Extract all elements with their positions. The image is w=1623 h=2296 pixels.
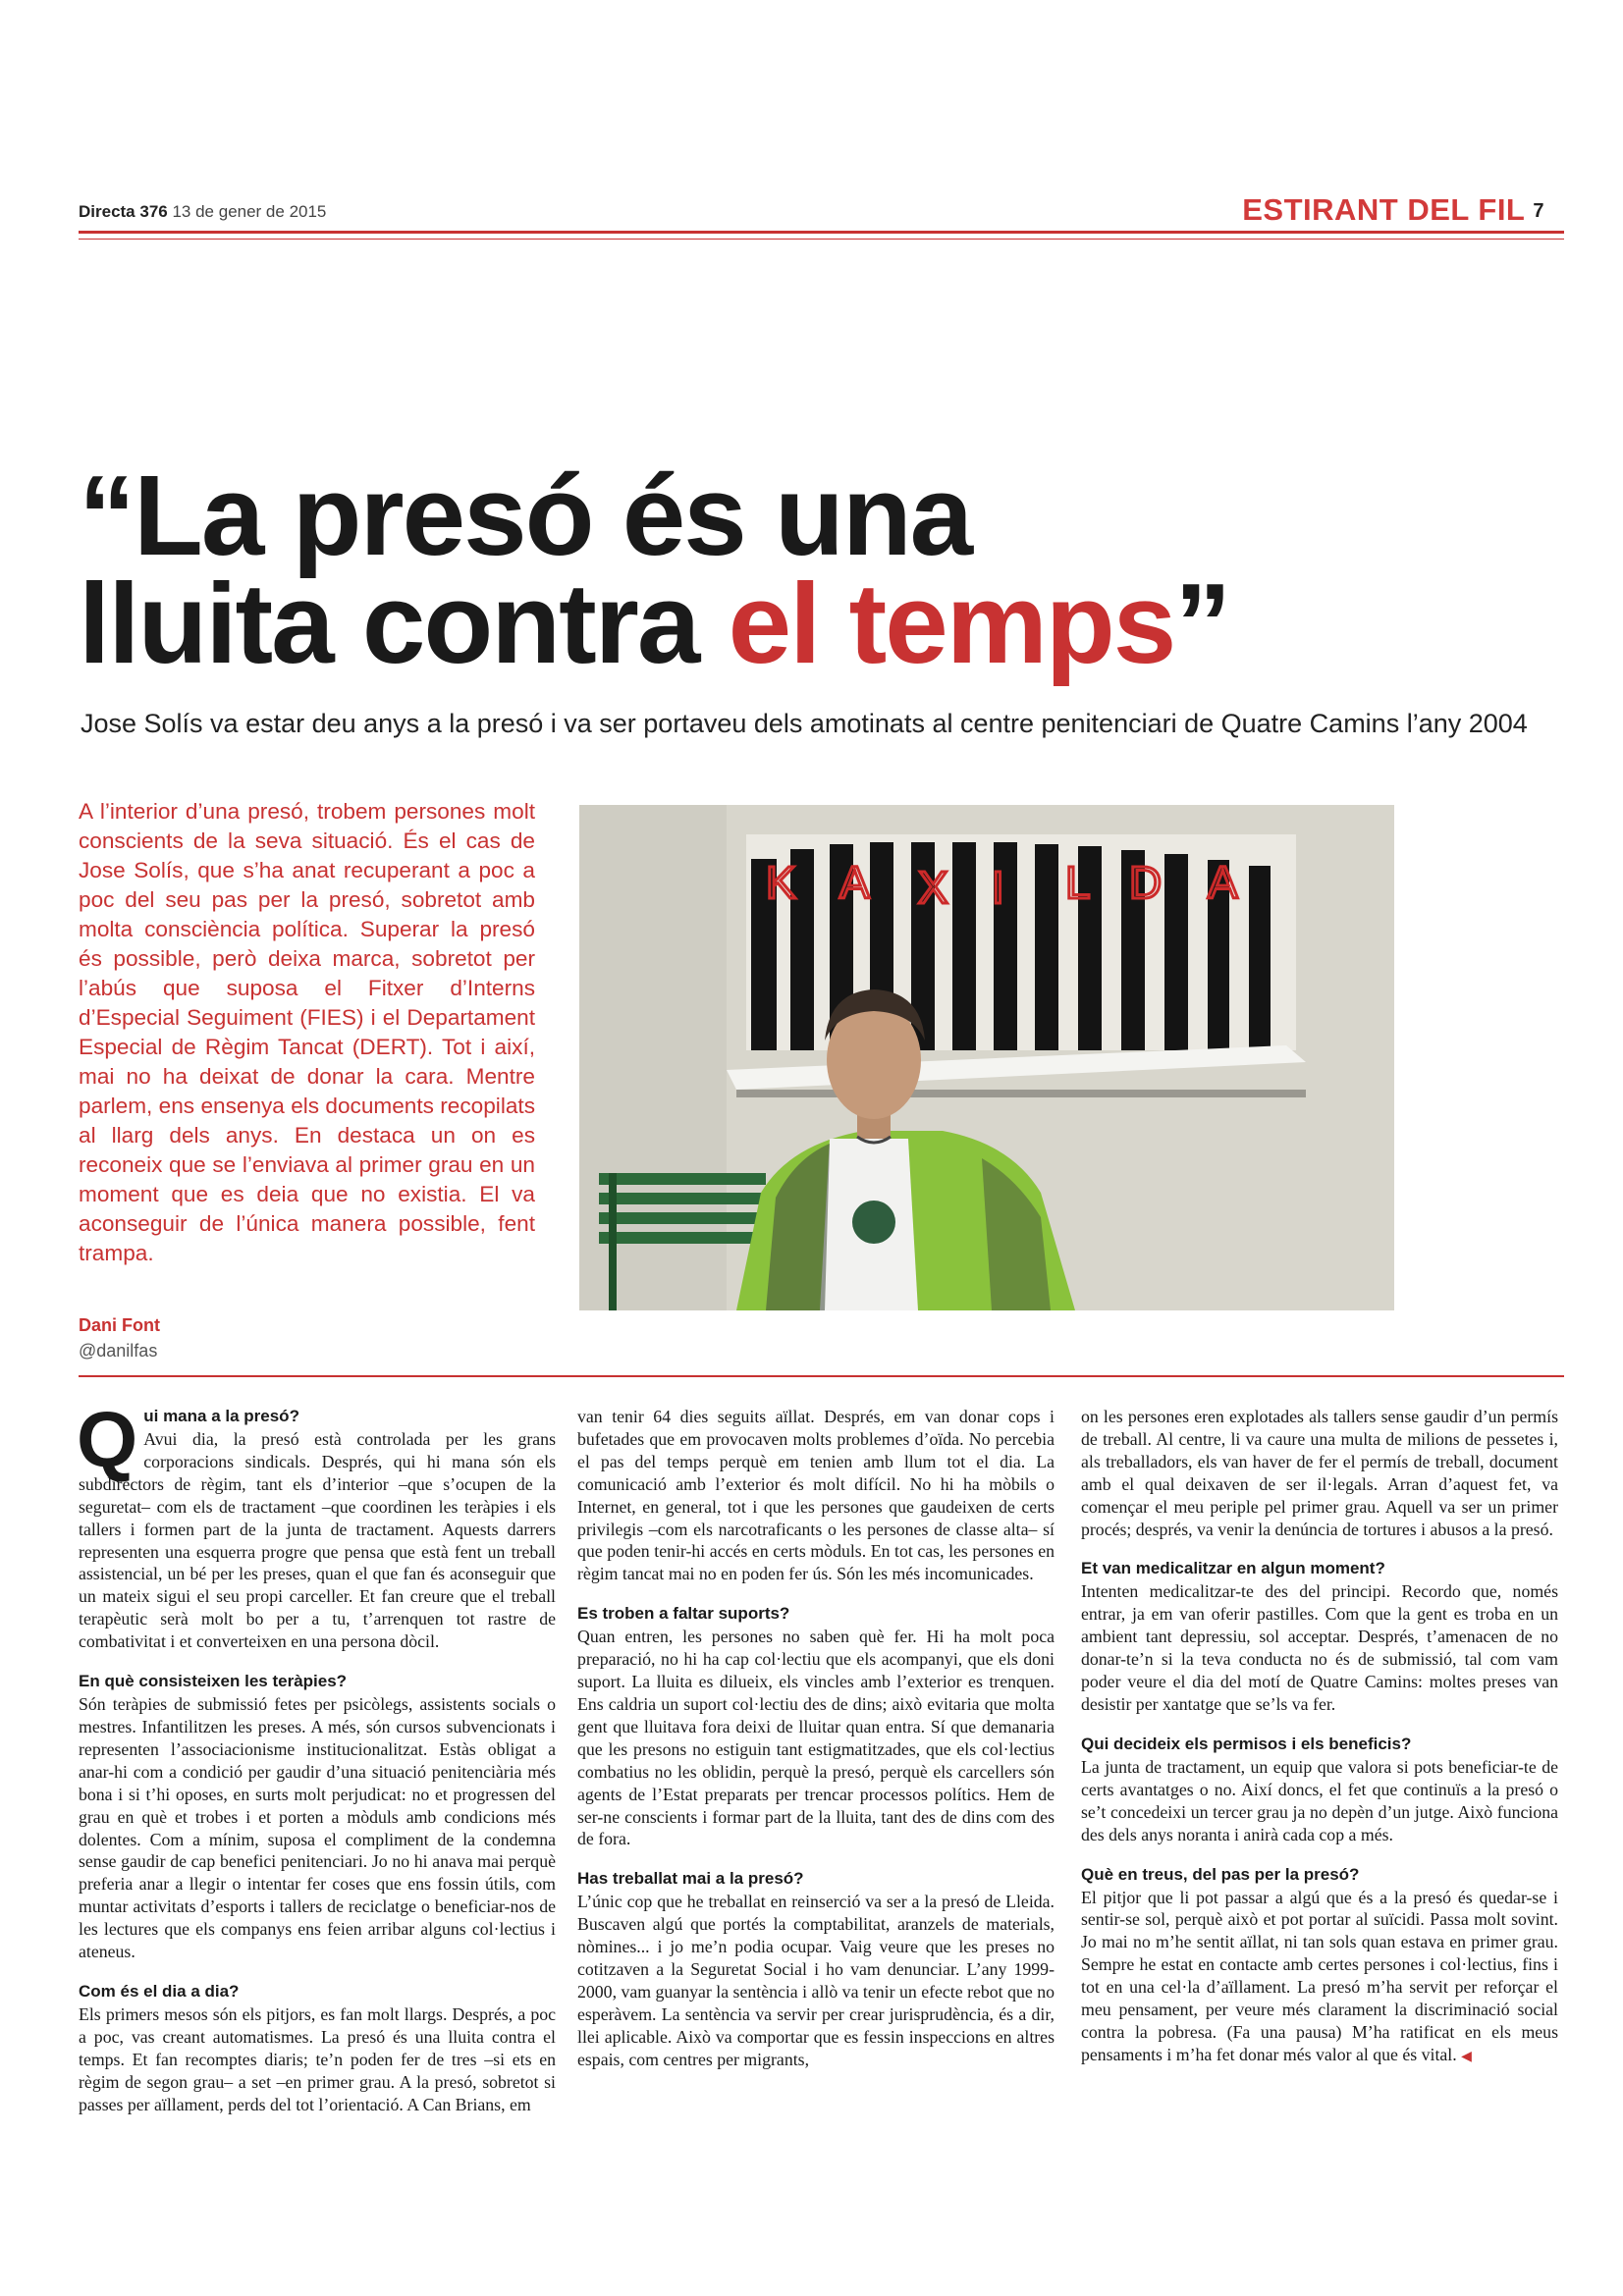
article-column-3 xyxy=(1081,1406,1558,2069)
question-1: ui mana a la presó? xyxy=(143,1407,299,1425)
header-rule-bottom xyxy=(79,239,1564,240)
page-number: 7 xyxy=(1533,200,1544,222)
answer-6: Intenten medicalitzar-te des del principi. Recordo que, només entrar, ja em van oferir pastilles. Com que la gent es troba en un ambient tant depressiu, sol acceptar. Després, t’amenacen de no donar-te’n si la teva conducta no és de submissió, tal com vam poder veure el dia del motí de Quatre Camins: moltes preses van desistir per xantatge que se’ls va fer. xyxy=(1081,1581,1558,1714)
issue-info xyxy=(79,202,326,222)
question-4: Es troben a faltar suports? xyxy=(577,1604,790,1624)
section-title xyxy=(1242,192,1544,228)
headline-line2: lluita contra xyxy=(79,560,729,687)
photo-illustration xyxy=(579,805,1394,1310)
wall-letter-6: D xyxy=(1129,857,1163,908)
headline-highlight: el temps xyxy=(728,560,1175,687)
publication-name: Directa 376 xyxy=(79,202,168,221)
answer-8-wrap xyxy=(1081,1887,1558,2069)
header-rule-top xyxy=(79,231,1564,234)
end-mark-icon: ◀ xyxy=(1461,2049,1472,2064)
answer-8: El pitjor que li pot passar a algú que és a la presó és quedar-se i sentir-se sol, perquè això et pot portar al suïcidi. Passa molt sovint. Jo mai no m’he sentit aïllat, ni tan sols quan estava en primer grau. Sempre he estat en contacte amb certes persones i col·lectius, fins i tot en una cel·la d’aïllament. La presó m’ha servit per reforçar el meu pensament, per veure més clarament la discriminació social contra la pobresa. (Fa una pausa) M’ha ratificat en els meus pensaments i m’ha fet donar més valor al que és vital. xyxy=(1081,1887,1558,2064)
interview-photo xyxy=(579,805,1394,1310)
answer-2: Són teràpies de submissió fetes per psicòlegs, assistents socials o mestres. Infantilitzen les preses. A més, són cursos subvencionats i representen l’associacionisme institucionalitzat. Estàs obligat a anar-hi com a condició per gaudir d’una situació penitenciària més bona i si t’hi oposes, en surts molt perjudicat: no et progressen del grau en què et trobes i et porten a mòduls amb condicions més dolentes. Com a mínim, suposa el compliment de la condemna sense gaudir de cap benefici penitenciari. Jo no hi anava mai perquè preferia anar a llegir o intentar fer coses que ens fossin útils, com muntar activitats d’esports i tallers de reciclatge o beneficiar-nos de les lectures que els companys ens feien arribar alguns col·lectius i ateneus. xyxy=(79,1694,556,1962)
answer-3: Els primers mesos són els pitjors, es fan molt llargs. Després, a poc a poc, vas creant automatismes. La presó és una lluita contra el temps. Et fan recomptes diaris; te’n poden fer de tres –si ets en règim de segon grau– a set –en primer grau. A la presó, sobretot si passes per aïllament, perds del tot l’orientació. A Can Brians, em xyxy=(79,2003,556,2114)
author-handle: @danilfas xyxy=(79,1341,158,1361)
intro-paragraph: A l’interior d’una presó, trobem persones molt conscients de la seva situació. És el cas de Jose Solís, que s’ha anat recuperant a poc a poc del seu pas per la presó, sobretot amb molta consciència política. Superar la presó és possible, però deixa marca, sobretot per l’abús que suposa el Fitxer d’Interns d’Especial Seguiment (FIES) i el Departament Especial de Règim Tancat (DERT). Tot i així, mai no ha deixat de donar la cara. Mentre parlem, ens ensenya els documents recopilats al llarg dels anys. En destaca un on es reconeix que se l’enviava al primer grau en un moment que es deia que no existia. El va aconseguir de l’única manera possible, fent trampa. xyxy=(79,799,535,1265)
answer-4: Quan entren, les persones no saben què fer. Hi ha molt poca preparació, no hi ha cap col·lectiu que els acompanyi, que els doni suport. La lluita es dilueix, els vincles amb l’exterior es trenquen. Ens caldria un suport col·lectiu des de dins; això evitaria que molta gent que lluitava fora deixi de lluitar quan entra. Sí que demanaria que les presons no estiguin tant estigmatitzades, que els col·lectius combatius no les oblidin, perquè la presó, perquè els carcellers són agents de l’Estat preparats per trencar processos polítics. Hem de ser-ne conscients i formar part de la lluita, tant des de dins com des de fora. xyxy=(577,1627,1055,1849)
section-name: ESTIRANT DEL FIL xyxy=(1242,192,1526,227)
question-2: En què consisteixen les teràpies? xyxy=(79,1672,348,1691)
wall-letter-1: K xyxy=(766,857,796,908)
answer-5: L’únic cop que he treballat en reinserció va ser a la presó de Lleida. Buscaven algú que portés la comptabilitat, aranzels de materials, nòmines... i jo me’n podia ocupar. Vaig veure que les preses no cotitzaven a la Seguretat Social i ho vam denunciar. L’any 1999-2000, vam guanyar la sentència i allò va tenir un efecte rebot que no esperàvem. La sentència va servir per crear jurisprudència, és a dir, llei aplicable. Això va comportar que es fessin inspeccions en altres espais, com centres per migrants, xyxy=(577,1892,1055,2069)
wall-letter-7: A xyxy=(1208,857,1238,908)
question-7: Qui decideix els permisos i els beneficis? xyxy=(1081,1734,1412,1753)
answer-1: Avui dia, la presó està controlada per les grans corporacions sindicals. Després, qui hi mana són els subdirectors de règim, tant els d’interior –que s’ocupen de la seguretat– com els de tractament –que coordinen les teràpies i els tallers i formen part de la junta de tractament. Aquests darrers representen una esquerra progre que pensa que està fent un treball assistencial, un bé per les preses, quan el que fan és aconseguir que un mateix sigui el seu propi carceller. Et fan creure que el treball terapèutic serà molt bo per a tu, t’arrenquen tot rastre de combativitat i et converteixen en una persona dòcil. xyxy=(79,1429,556,1652)
question-5: Has treballat mai a la presó? xyxy=(577,1869,804,1889)
wall-letter-3: X xyxy=(918,862,948,913)
answer-5-continued: on les persones eren explotades als tallers sense gaudir d’un permís de treball. Al centre, li va caure una multa de milions de pessetes i, als treballadors, els van haver de fer el permís de treball, document amb el qual deixaven de ser il·legals. Arran d’aquest fet, va començar el meu periple pel primer grau. Aquell va ser un primer procés; després, va venir la denúncia de tortures i abusos a la presó. xyxy=(1081,1407,1558,1539)
answer-3-continued: van tenir 64 dies seguits aïllat. Després, em van donar cops i bufetades que em provocaven molts problemes d’oïda. No percebia el pas del temps perquè em tenien amb llum tot el dia. La comunicació amb l’exterior és molt difícil. No hi ha mòbils o Internet, en general, tot i que les persones que gaudeixen de certs privilegis –com els narcotraficants o les persones de classe alta– sí que poden tenir-hi accés en certs mòduls. En tot cas, les persones en règim tancat mai no en poden fer ús. Són les més incomunicades. xyxy=(577,1407,1055,1584)
wall-letter-5: L xyxy=(1065,857,1091,908)
subtitle: Jose Solís va estar deu anys a la presó i va ser portaveu dels amotinats al centre penitenciari de Quatre Camins l’any 2004 xyxy=(81,709,1528,738)
answer-7: La junta de tractament, un equip que valora si pots beneficiar-te de certs avantatges o no. Així doncs, el fet que continuïs a la presó o se’t concedeixi un tercer grau ja no depèn d’un jutge. Això funciona des dels anys noranta i anirà cada cop a més. xyxy=(1081,1756,1558,1844)
headline-line1: “La presó és una xyxy=(79,452,972,579)
article-column-2 xyxy=(577,1406,1055,2071)
drop-cap: Q xyxy=(77,1396,138,1483)
headline xyxy=(79,452,1551,687)
question-3: Com és el dia a dia? xyxy=(79,1981,240,2001)
wall-letter-2: A xyxy=(839,857,870,908)
article-column-1 xyxy=(77,1396,556,2115)
question-8: Què en treus, del pas per la presó? xyxy=(1081,1864,1360,1884)
author-name: Dani Font xyxy=(79,1315,160,1335)
question-6: Et van medicalitzar en algun moment? xyxy=(1081,1559,1385,1578)
issue-date: 13 de gener de 2015 xyxy=(172,202,327,221)
byline-rule xyxy=(79,1375,1564,1377)
wall-letter-4: I xyxy=(992,862,1004,913)
headline-close-quote: ” xyxy=(1174,560,1230,687)
